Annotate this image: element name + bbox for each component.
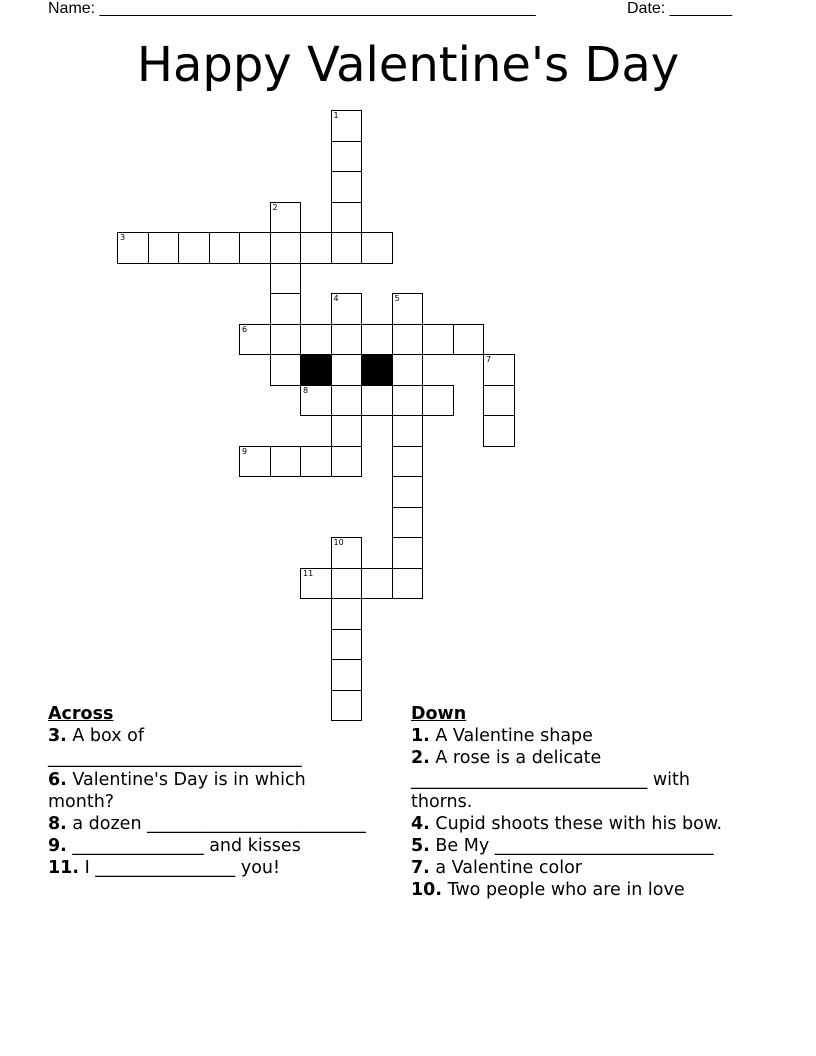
grid-cell[interactable] bbox=[361, 568, 393, 600]
grid-cell[interactable] bbox=[331, 537, 363, 569]
grid-cell[interactable] bbox=[270, 232, 302, 264]
clue-number-label: 3. bbox=[48, 726, 67, 746]
grid-cell[interactable] bbox=[239, 446, 271, 478]
clue-number-label: 9. bbox=[48, 836, 67, 856]
grid-cell[interactable] bbox=[392, 568, 424, 600]
grid-cell[interactable] bbox=[300, 446, 332, 478]
clue-number-label: 6. bbox=[48, 770, 67, 790]
across-heading: Across bbox=[48, 704, 114, 724]
clue-text: a dozen _________________________ bbox=[66, 814, 366, 834]
black-cell bbox=[361, 354, 393, 386]
clue-number: 4 bbox=[333, 294, 339, 303]
clue-number-label: 8. bbox=[48, 814, 67, 834]
down-clue bbox=[411, 857, 751, 879]
clue-text: a Valentine color bbox=[429, 858, 582, 878]
grid-cell[interactable] bbox=[392, 324, 424, 356]
grid-cell[interactable] bbox=[270, 263, 302, 295]
grid-cell[interactable] bbox=[392, 354, 424, 386]
grid-cell[interactable] bbox=[392, 507, 424, 539]
clue-number: 2 bbox=[272, 202, 278, 212]
clue-number: 7 bbox=[486, 355, 492, 364]
clue-text: Cupid shoots these with his bow. bbox=[429, 814, 723, 834]
clue-text: A Valentine shape bbox=[429, 726, 593, 746]
clue-number-label: 4. bbox=[411, 814, 430, 834]
grid-cell[interactable] bbox=[178, 232, 210, 264]
grid-cell[interactable] bbox=[270, 446, 302, 478]
down-clue bbox=[411, 835, 751, 857]
across-clues bbox=[48, 703, 368, 879]
down-clues bbox=[411, 703, 751, 901]
grid-cell[interactable] bbox=[331, 324, 363, 356]
grid-cell[interactable] bbox=[331, 354, 363, 386]
grid-cell[interactable] bbox=[270, 354, 302, 386]
grid-cell[interactable] bbox=[453, 324, 485, 356]
clue-text: A rose is a delicate ___________________________ with thorns. bbox=[411, 748, 690, 812]
across-clue bbox=[48, 835, 368, 857]
date-field: Date: _______ bbox=[627, 0, 732, 17]
grid-cell[interactable] bbox=[392, 415, 424, 447]
down-clue bbox=[411, 879, 751, 901]
grid-cell[interactable] bbox=[331, 202, 363, 234]
grid-cell[interactable] bbox=[361, 385, 393, 417]
grid-cell[interactable] bbox=[117, 232, 149, 264]
grid-cell[interactable] bbox=[300, 385, 332, 417]
grid-cell[interactable] bbox=[331, 293, 363, 325]
grid-cell[interactable] bbox=[331, 141, 363, 173]
grid-cell[interactable] bbox=[483, 354, 515, 386]
across-clue bbox=[48, 725, 368, 769]
clue-number: 5 bbox=[394, 294, 400, 303]
clue-number-label: 1. bbox=[411, 726, 430, 746]
clue-text: Valentine's Day is in which month? bbox=[48, 770, 306, 812]
clue-number: 3 bbox=[120, 233, 126, 242]
clue-text: _______________ and kisses bbox=[66, 836, 301, 856]
clue-number-label: 7. bbox=[411, 858, 430, 878]
grid-cell[interactable] bbox=[270, 324, 302, 356]
grid-cell[interactable] bbox=[392, 446, 424, 478]
clue-number: 8 bbox=[303, 385, 309, 395]
grid-cell[interactable] bbox=[331, 110, 363, 142]
grid-cell[interactable] bbox=[392, 537, 424, 569]
clue-text: Two people who are in love bbox=[442, 880, 685, 900]
grid-cell[interactable] bbox=[483, 415, 515, 447]
across-clue-list bbox=[48, 725, 368, 879]
down-clue bbox=[411, 747, 751, 813]
grid-cell[interactable] bbox=[270, 293, 302, 325]
across-clue bbox=[48, 857, 368, 879]
grid-cell[interactable] bbox=[270, 202, 302, 234]
grid-cell[interactable] bbox=[331, 171, 363, 203]
down-heading: Down bbox=[411, 704, 467, 724]
clue-number-label: 10. bbox=[411, 880, 443, 900]
grid-cell[interactable] bbox=[300, 568, 332, 600]
grid-cell[interactable] bbox=[300, 232, 332, 264]
across-clue bbox=[48, 813, 368, 835]
grid-cell[interactable] bbox=[422, 324, 454, 356]
grid-cell[interactable] bbox=[483, 385, 515, 417]
grid-cell[interactable] bbox=[239, 232, 271, 264]
clue-number: 6 bbox=[242, 324, 248, 334]
grid-cell[interactable] bbox=[392, 293, 424, 325]
clue-text: Be My _________________________ bbox=[429, 836, 714, 856]
clue-number: 11 bbox=[303, 568, 314, 578]
grid-cell[interactable] bbox=[239, 324, 271, 356]
black-cell bbox=[300, 354, 332, 386]
grid-cell[interactable] bbox=[331, 598, 363, 630]
grid-cell[interactable] bbox=[392, 385, 424, 417]
grid-cell[interactable] bbox=[209, 232, 241, 264]
clue-number: 9 bbox=[242, 446, 248, 456]
grid-cell[interactable] bbox=[331, 446, 363, 478]
clue-number-label: 2. bbox=[411, 748, 430, 768]
grid-cell[interactable] bbox=[331, 629, 363, 661]
grid-cell[interactable] bbox=[331, 415, 363, 447]
across-clue bbox=[48, 769, 368, 813]
down-clue-list bbox=[411, 725, 751, 901]
grid-cell[interactable] bbox=[331, 568, 363, 600]
clue-text: I ________________ you! bbox=[79, 858, 281, 878]
grid-cell[interactable] bbox=[331, 385, 363, 417]
clue-number: 10 bbox=[333, 538, 344, 547]
page-title: Happy Valentine's Day bbox=[136, 37, 680, 93]
clue-number-label: 5. bbox=[411, 836, 430, 856]
clue-text: A box of _____________________________ bbox=[48, 726, 302, 768]
grid-cell[interactable] bbox=[361, 232, 393, 264]
grid-cell[interactable] bbox=[422, 385, 454, 417]
grid-cell[interactable] bbox=[392, 476, 424, 508]
grid-cell[interactable] bbox=[331, 232, 363, 264]
grid-cell[interactable] bbox=[361, 324, 393, 356]
grid-cell[interactable] bbox=[300, 324, 332, 356]
grid-cell[interactable] bbox=[331, 659, 363, 691]
down-clue bbox=[411, 813, 751, 835]
clue-number-label: 11. bbox=[48, 858, 80, 878]
clue-number: 1 bbox=[333, 111, 339, 120]
name-field: Name: _________________________________________________ bbox=[48, 0, 536, 17]
grid-cell[interactable] bbox=[148, 232, 180, 264]
down-clue bbox=[411, 725, 751, 747]
